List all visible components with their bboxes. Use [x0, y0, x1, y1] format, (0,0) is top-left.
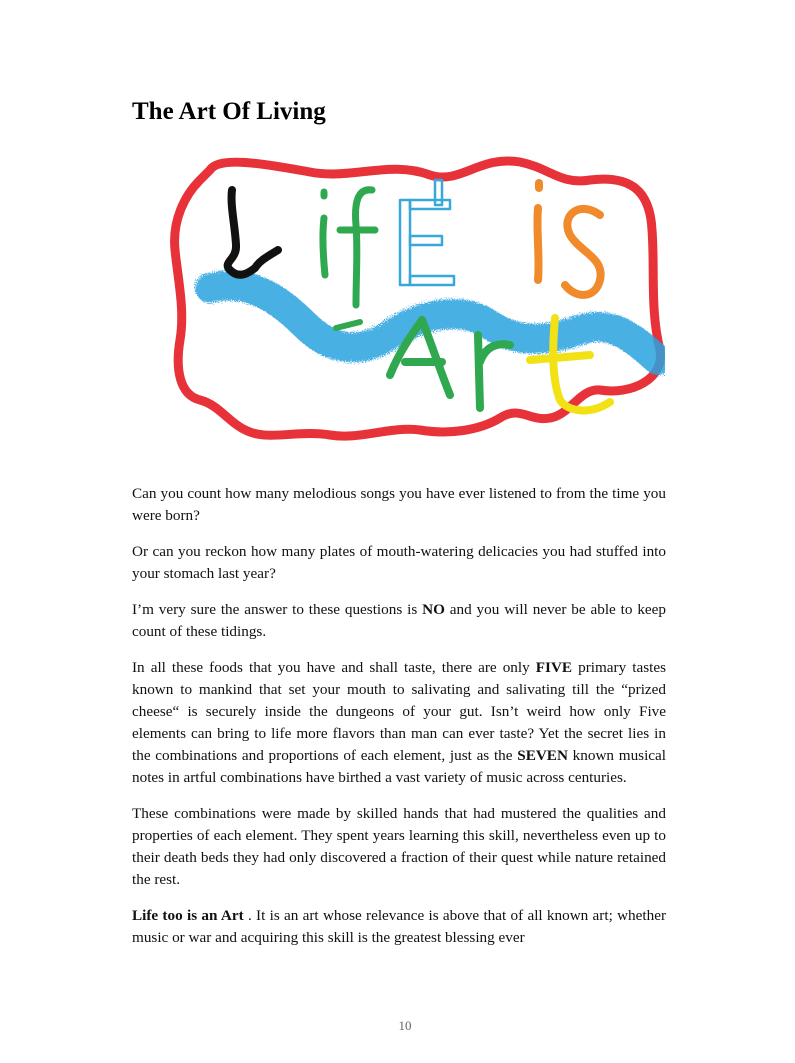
- paragraph-1: Can you count how many melodious songs you have ever listened to from the time you were born?: [132, 485, 666, 524]
- paragraph-3: I’m very sure the answer to these questions is NO and you will never be able to keep count of these tidings.: [132, 601, 666, 640]
- paragraph-5: These combinations were made by skilled hands that had mustered the qualities and properties of each element. They spent years learning this skill, nevertheless even up to their death beds they had only discovered a fraction of their quest while nature retained the rest.: [132, 805, 666, 888]
- life-is-art-illustration: [160, 150, 665, 450]
- body-text: [132, 483, 666, 963]
- bold-no: NO: [422, 601, 445, 618]
- green-stroke: [336, 322, 360, 328]
- paragraph-2: Or can you reckon how many plates of mouth-watering delicacies you had stuffed into your stomach last year?: [132, 543, 666, 582]
- page-number: 10: [398, 1018, 412, 1033]
- paragraph-4: In all these foods that you have and shall taste, there are only FIVE primary tastes known to mankind that set your mouth to salivating and salivating till the “prized cheese“ is securely inside the dungeons of your gut. Isn’t weird how only Five elements can bring to life more flavors than man can ever taste? Yet the secret lies in the combinations and proportions of each element, just as the SEVEN known musical notes in artful combinations have birthed a vast variety of music across centuries.: [132, 659, 666, 786]
- bold-life-too-is-an-art: Life too is an Art: [132, 907, 244, 924]
- page-title: The Art Of Living: [132, 98, 326, 125]
- bold-seven: SEVEN: [517, 747, 568, 764]
- letter-f: [340, 190, 375, 305]
- letter-i-2: [537, 183, 539, 280]
- line1-life-is: [228, 180, 601, 305]
- letter-r: [478, 335, 510, 408]
- bold-five: FIVE: [535, 659, 573, 676]
- letter-i: [323, 192, 325, 275]
- letter-e: [400, 180, 454, 285]
- letter-s: [565, 209, 601, 295]
- paragraph-6: Life too is an Art . It is an art whose relevance is above that of all known art; whether music or war and acquiring this skill is the greatest blessing ever: [132, 907, 666, 946]
- letter-l: [228, 190, 278, 275]
